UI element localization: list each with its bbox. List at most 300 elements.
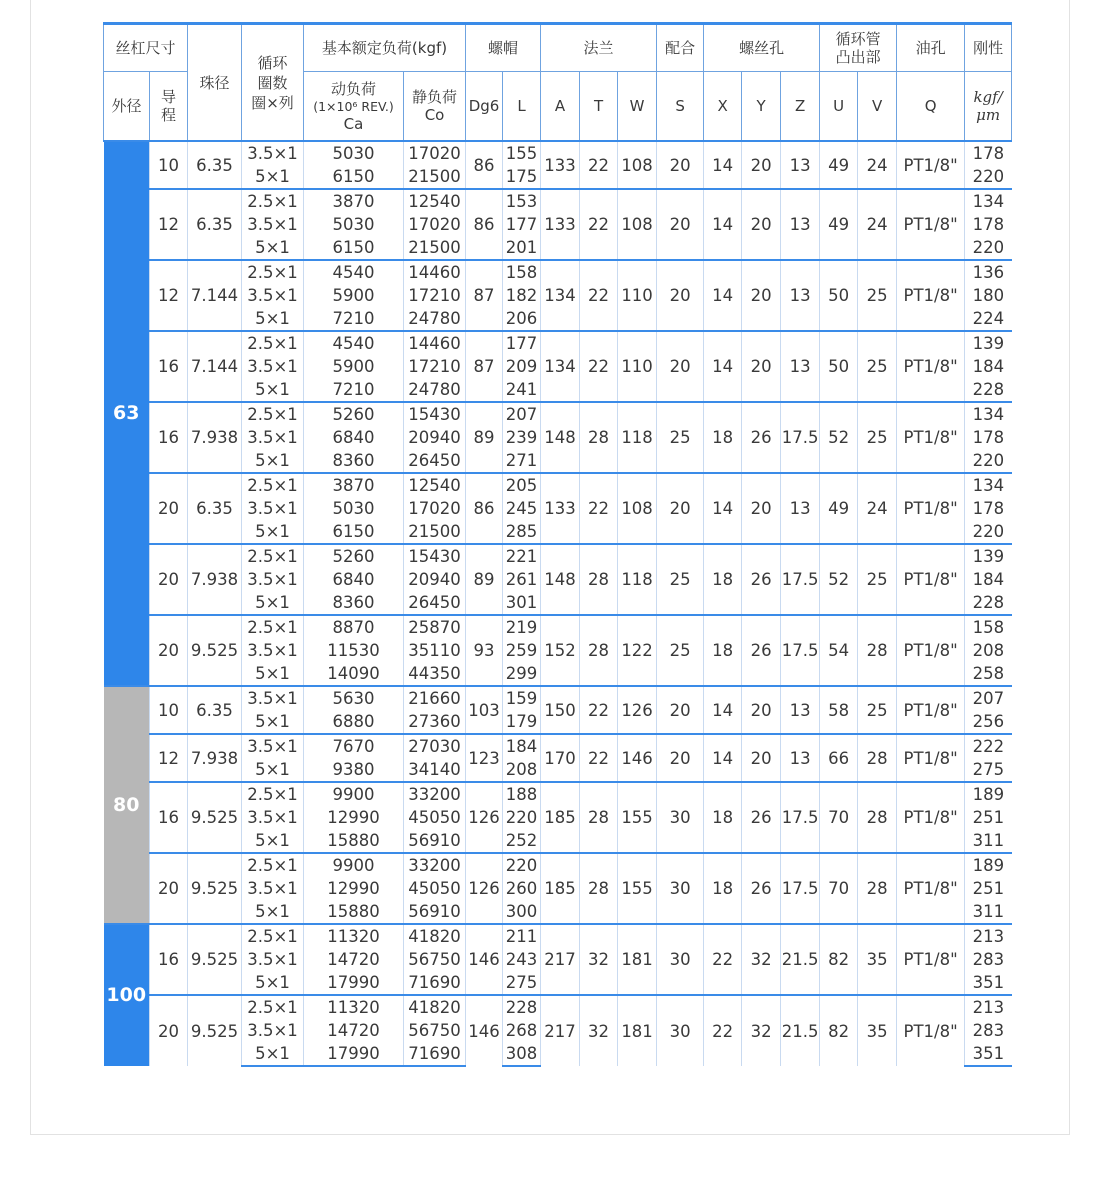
cell-Z: 17.5	[781, 782, 820, 853]
cell-X: 14	[704, 473, 742, 544]
cell-Y: 26	[742, 615, 781, 686]
cell-X: 14	[704, 141, 742, 189]
cell-S: 30	[657, 924, 704, 995]
cell-Z: 13	[781, 260, 820, 331]
cell-dg6: 86	[466, 473, 503, 544]
cell-circ: 2.5×1	[242, 331, 304, 355]
cell-L: 308	[503, 1042, 541, 1066]
cell-A: 148	[541, 402, 580, 473]
cell-lead: 16	[150, 331, 188, 402]
cell-co: 45050	[404, 806, 466, 829]
hdr-lead: 导 程	[150, 72, 188, 142]
hdr-static-sym: Co	[424, 106, 445, 124]
cell-W: 108	[618, 189, 657, 260]
cell-Y: 20	[742, 473, 781, 544]
cell-ca: 6150	[304, 236, 404, 260]
cell-co: 24780	[404, 378, 466, 402]
hdr-static-label: 静负荷	[412, 88, 458, 106]
cell-L: 252	[503, 829, 541, 853]
cell-L: 211	[503, 924, 541, 948]
cell-co: 20940	[404, 568, 466, 591]
cell-T: 28	[580, 615, 618, 686]
cell-k: 283	[965, 1019, 1012, 1042]
cell-V: 35	[858, 995, 897, 1066]
cell-lead: 20	[150, 853, 188, 924]
cell-U: 50	[820, 260, 858, 331]
cell-Y: 26	[742, 402, 781, 473]
table-row	[104, 544, 1012, 568]
cell-k: 189	[965, 853, 1012, 877]
cell-W: 155	[618, 853, 657, 924]
cell-U: 54	[820, 615, 858, 686]
cell-co: 17020	[404, 497, 466, 520]
cell-L: 207	[503, 402, 541, 426]
hdr-T: T	[580, 72, 618, 142]
cell-S: 20	[657, 141, 704, 189]
cell-circ: 3.5×1	[242, 948, 304, 971]
cell-ca: 5030	[304, 213, 404, 236]
cell-circ: 3.5×1	[242, 213, 304, 236]
table-row	[104, 615, 1012, 639]
cell-S: 30	[657, 782, 704, 853]
cell-Y: 20	[742, 686, 781, 734]
table-row	[104, 189, 1012, 213]
cell-U: 50	[820, 331, 858, 402]
cell-k: 351	[965, 1042, 1012, 1066]
cell-ca: 8870	[304, 615, 404, 639]
cell-circ: 3.5×1	[242, 1019, 304, 1042]
cell-X: 18	[704, 402, 742, 473]
cell-dg6: 87	[466, 331, 503, 402]
cell-ca: 5260	[304, 544, 404, 568]
cell-X: 18	[704, 615, 742, 686]
cell-L: 228	[503, 995, 541, 1019]
hdr-ball-dia: 珠径	[188, 24, 242, 142]
cell-k: 220	[965, 165, 1012, 189]
cell-U: 49	[820, 189, 858, 260]
cell-ca: 11530	[304, 639, 404, 662]
cell-circ: 3.5×1	[242, 141, 304, 165]
cell-Y: 32	[742, 995, 781, 1066]
cell-co: 41820	[404, 924, 466, 948]
cell-L: 268	[503, 1019, 541, 1042]
cell-L: 245	[503, 497, 541, 520]
cell-L: 221	[503, 544, 541, 568]
cell-dg6: 89	[466, 402, 503, 473]
cell-ca: 17990	[304, 1042, 404, 1066]
cell-k: 178	[965, 426, 1012, 449]
cell-Q: PT1/8"	[897, 473, 965, 544]
cell-co: 33200	[404, 782, 466, 806]
table-row	[104, 331, 1012, 355]
table-row	[104, 853, 1012, 877]
cell-circ: 3.5×1	[242, 806, 304, 829]
cell-Q: PT1/8"	[897, 615, 965, 686]
cell-Q: PT1/8"	[897, 782, 965, 853]
cell-Q: PT1/8"	[897, 260, 965, 331]
cell-T: 28	[580, 544, 618, 615]
cell-k: 139	[965, 331, 1012, 355]
hdr-Y: Y	[742, 72, 781, 142]
cell-L: 243	[503, 948, 541, 971]
cell-W: 108	[618, 141, 657, 189]
hdr-A: A	[541, 72, 580, 142]
cell-ball: 6.35	[188, 141, 242, 189]
cell-co: 56910	[404, 829, 466, 853]
cell-ca: 12990	[304, 877, 404, 900]
cell-circ: 5×1	[242, 236, 304, 260]
cell-ca: 5630	[304, 686, 404, 710]
cell-L: 261	[503, 568, 541, 591]
cell-dg6: 89	[466, 544, 503, 615]
cell-Q: PT1/8"	[897, 141, 965, 189]
cell-Z: 13	[781, 331, 820, 402]
cell-k: 224	[965, 307, 1012, 331]
cell-T: 22	[580, 260, 618, 331]
hdr-static-load	[404, 72, 466, 142]
cell-ca: 9900	[304, 782, 404, 806]
cell-circ: 3.5×1	[242, 734, 304, 758]
cell-W: 108	[618, 473, 657, 544]
cell-S: 20	[657, 331, 704, 402]
cell-ca: 5900	[304, 284, 404, 307]
cell-Y: 20	[742, 734, 781, 782]
cell-Y: 26	[742, 853, 781, 924]
hdr-od: 外径	[104, 72, 150, 142]
cell-Z: 17.5	[781, 615, 820, 686]
cell-co: 71690	[404, 1042, 466, 1066]
cell-Q: PT1/8"	[897, 924, 965, 995]
cell-circ: 5×1	[242, 1042, 304, 1066]
cell-circ: 5×1	[242, 900, 304, 924]
cell-L: 175	[503, 165, 541, 189]
cell-ca: 4540	[304, 331, 404, 355]
cell-ca: 7210	[304, 378, 404, 402]
cell-circ: 5×1	[242, 971, 304, 995]
cell-k: 228	[965, 591, 1012, 615]
cell-circ: 2.5×1	[242, 473, 304, 497]
cell-L: 201	[503, 236, 541, 260]
cell-co: 21500	[404, 520, 466, 544]
cell-ca: 7670	[304, 734, 404, 758]
cell-dg6: 123	[466, 734, 503, 782]
cell-k: 220	[965, 520, 1012, 544]
hdr-dynamic-sub: (1×10⁶ REV.)	[313, 98, 394, 114]
cell-k: 178	[965, 213, 1012, 236]
cell-U: 70	[820, 853, 858, 924]
cell-k: 351	[965, 971, 1012, 995]
cell-L: 239	[503, 426, 541, 449]
cell-L: 220	[503, 806, 541, 829]
cell-dg6: 86	[466, 189, 503, 260]
hdr-V: V	[858, 72, 897, 142]
cell-A: 217	[541, 995, 580, 1066]
cell-k: 283	[965, 948, 1012, 971]
cell-k: 311	[965, 900, 1012, 924]
cell-ca: 8360	[304, 449, 404, 473]
cell-ca: 3870	[304, 473, 404, 497]
cell-lead: 20	[150, 544, 188, 615]
cell-co: 21660	[404, 686, 466, 710]
cell-k: 178	[965, 497, 1012, 520]
cell-circ: 2.5×1	[242, 853, 304, 877]
cell-ca: 3870	[304, 189, 404, 213]
cell-W: 181	[618, 995, 657, 1066]
cell-k: 275	[965, 758, 1012, 782]
cell-k: 251	[965, 877, 1012, 900]
hdr-fit: 配合	[657, 24, 704, 72]
cell-circ: 5×1	[242, 758, 304, 782]
cell-ball: 6.35	[188, 473, 242, 544]
cell-S: 25	[657, 544, 704, 615]
cell-co: 17210	[404, 355, 466, 378]
cell-circ: 5×1	[242, 829, 304, 853]
hdr-circuits: 循环 圈数 圈×列	[242, 24, 304, 142]
cell-A: 217	[541, 924, 580, 995]
cell-U: 52	[820, 402, 858, 473]
cell-k: 134	[965, 473, 1012, 497]
cell-lead: 12	[150, 734, 188, 782]
cell-Z: 17.5	[781, 853, 820, 924]
cell-ca: 6880	[304, 710, 404, 734]
cell-ca: 5900	[304, 355, 404, 378]
cell-S: 30	[657, 995, 704, 1066]
cell-A: 133	[541, 473, 580, 544]
cell-k: 139	[965, 544, 1012, 568]
cell-ca: 12990	[304, 806, 404, 829]
cell-lead: 16	[150, 402, 188, 473]
cell-circ: 5×1	[242, 307, 304, 331]
cell-k: 158	[965, 615, 1012, 639]
cell-T: 22	[580, 734, 618, 782]
cell-lead: 12	[150, 260, 188, 331]
cell-lead: 10	[150, 686, 188, 734]
hdr-return-tube: 循环管 凸出部	[820, 24, 897, 72]
cell-W: 118	[618, 402, 657, 473]
cell-k: 256	[965, 710, 1012, 734]
cell-A: 150	[541, 686, 580, 734]
cell-U: 70	[820, 782, 858, 853]
cell-T: 32	[580, 995, 618, 1066]
cell-circ: 3.5×1	[242, 355, 304, 378]
cell-ca: 4540	[304, 260, 404, 284]
cell-X: 14	[704, 686, 742, 734]
cell-ball: 6.35	[188, 686, 242, 734]
cell-L: 182	[503, 284, 541, 307]
cell-U: 49	[820, 141, 858, 189]
cell-V: 35	[858, 924, 897, 995]
hdr-U: U	[820, 72, 858, 142]
cell-k: 134	[965, 402, 1012, 426]
cell-Y: 20	[742, 331, 781, 402]
cell-ca: 6840	[304, 426, 404, 449]
cell-co: 15430	[404, 402, 466, 426]
cell-V: 25	[858, 260, 897, 331]
cell-dg6: 86	[466, 141, 503, 189]
table-row	[104, 141, 1012, 165]
cell-co: 35110	[404, 639, 466, 662]
cell-circ: 5×1	[242, 520, 304, 544]
cell-L: 271	[503, 449, 541, 473]
cell-co: 56910	[404, 900, 466, 924]
hdr-screw-size: 丝杠尺寸	[104, 24, 188, 72]
cell-circ: 3.5×1	[242, 497, 304, 520]
cell-k: 222	[965, 734, 1012, 758]
cell-W: 122	[618, 615, 657, 686]
cell-Y: 20	[742, 141, 781, 189]
cell-dg6: 126	[466, 782, 503, 853]
cell-A: 152	[541, 615, 580, 686]
cell-T: 22	[580, 473, 618, 544]
cell-k: 251	[965, 806, 1012, 829]
cell-L: 177	[503, 331, 541, 355]
cell-co: 41820	[404, 995, 466, 1019]
cell-co: 12540	[404, 189, 466, 213]
cell-lead: 12	[150, 189, 188, 260]
cell-L: 220	[503, 853, 541, 877]
cell-k: 180	[965, 284, 1012, 307]
cell-T: 28	[580, 853, 618, 924]
cell-Y: 32	[742, 924, 781, 995]
cell-T: 22	[580, 331, 618, 402]
cell-co: 44350	[404, 662, 466, 686]
cell-U: 66	[820, 734, 858, 782]
cell-L: 184	[503, 734, 541, 758]
cell-ball: 7.144	[188, 260, 242, 331]
cell-W: 181	[618, 924, 657, 995]
cell-X: 14	[704, 734, 742, 782]
cell-V: 24	[858, 473, 897, 544]
cell-co: 34140	[404, 758, 466, 782]
cell-V: 25	[858, 331, 897, 402]
cell-circ: 5×1	[242, 710, 304, 734]
spec-table-body	[104, 141, 1012, 1066]
cell-co: 56750	[404, 948, 466, 971]
cell-ca: 6150	[304, 520, 404, 544]
cell-circ: 3.5×1	[242, 568, 304, 591]
cell-A: 185	[541, 782, 580, 853]
cell-co: 27360	[404, 710, 466, 734]
cell-Q: PT1/8"	[897, 686, 965, 734]
table-row	[104, 473, 1012, 497]
cell-U: 82	[820, 924, 858, 995]
cell-lead: 16	[150, 924, 188, 995]
cell-V: 28	[858, 782, 897, 853]
cell-T: 22	[580, 141, 618, 189]
cell-k: 184	[965, 355, 1012, 378]
cell-Q: PT1/8"	[897, 402, 965, 473]
cell-X: 18	[704, 544, 742, 615]
hdr-basic-load: 基本额定负荷(kgf)	[304, 24, 466, 72]
cell-circ: 5×1	[242, 165, 304, 189]
cell-circ: 2.5×1	[242, 260, 304, 284]
cell-k: 311	[965, 829, 1012, 853]
hdr-L: L	[503, 72, 541, 142]
cell-S: 20	[657, 686, 704, 734]
cell-V: 28	[858, 615, 897, 686]
table-row	[104, 686, 1012, 710]
cell-dg6: 87	[466, 260, 503, 331]
cell-ball: 7.144	[188, 331, 242, 402]
cell-L: 205	[503, 473, 541, 497]
cell-S: 30	[657, 853, 704, 924]
cell-ball: 9.525	[188, 782, 242, 853]
cell-Q: PT1/8"	[897, 995, 965, 1066]
cell-dg6: 93	[466, 615, 503, 686]
cell-ca: 5260	[304, 402, 404, 426]
cell-A: 185	[541, 853, 580, 924]
cell-circ: 5×1	[242, 449, 304, 473]
cell-dg6: 146	[466, 924, 503, 995]
cell-S: 20	[657, 473, 704, 544]
cell-k: 258	[965, 662, 1012, 686]
cell-L: 259	[503, 639, 541, 662]
cell-W: 118	[618, 544, 657, 615]
cell-co: 24780	[404, 307, 466, 331]
cell-co: 33200	[404, 853, 466, 877]
cell-V: 25	[858, 544, 897, 615]
cell-Z: 13	[781, 473, 820, 544]
cell-ball: 7.938	[188, 544, 242, 615]
cell-k: 178	[965, 141, 1012, 165]
cell-ca: 14720	[304, 948, 404, 971]
cell-ball: 9.525	[188, 995, 242, 1066]
cell-L: 285	[503, 520, 541, 544]
cell-W: 110	[618, 260, 657, 331]
cell-co: 25870	[404, 615, 466, 639]
cell-S: 25	[657, 402, 704, 473]
cell-circ: 2.5×1	[242, 189, 304, 213]
cell-ca: 5030	[304, 497, 404, 520]
cell-k: 208	[965, 639, 1012, 662]
hdr-W: W	[618, 72, 657, 142]
cell-Q: PT1/8"	[897, 853, 965, 924]
table-row	[104, 260, 1012, 284]
cell-circ: 3.5×1	[242, 284, 304, 307]
cell-co: 14460	[404, 260, 466, 284]
cell-U: 49	[820, 473, 858, 544]
cell-X: 14	[704, 189, 742, 260]
cell-T: 22	[580, 686, 618, 734]
cell-ball: 7.938	[188, 402, 242, 473]
cell-circ: 5×1	[242, 378, 304, 402]
cell-L: 301	[503, 591, 541, 615]
table-row	[104, 782, 1012, 806]
cell-circ: 3.5×1	[242, 686, 304, 710]
table-row	[104, 995, 1012, 1019]
cell-L: 219	[503, 615, 541, 639]
cell-S: 20	[657, 260, 704, 331]
hdr-oil-hole: 油孔	[897, 24, 965, 72]
cell-k: 220	[965, 236, 1012, 260]
cell-ball: 6.35	[188, 189, 242, 260]
cell-L: 158	[503, 260, 541, 284]
cell-A: 148	[541, 544, 580, 615]
ball-screw-spec-table	[103, 22, 1012, 1067]
cell-A: 133	[541, 189, 580, 260]
cell-k: 134	[965, 189, 1012, 213]
cell-k: 207	[965, 686, 1012, 710]
cell-L: 155	[503, 141, 541, 165]
cell-ball: 9.525	[188, 615, 242, 686]
cell-A: 133	[541, 141, 580, 189]
cell-X: 18	[704, 782, 742, 853]
cell-Q: PT1/8"	[897, 734, 965, 782]
cell-co: 21500	[404, 236, 466, 260]
cell-co: 26450	[404, 591, 466, 615]
cell-L: 300	[503, 900, 541, 924]
cell-circ: 3.5×1	[242, 639, 304, 662]
